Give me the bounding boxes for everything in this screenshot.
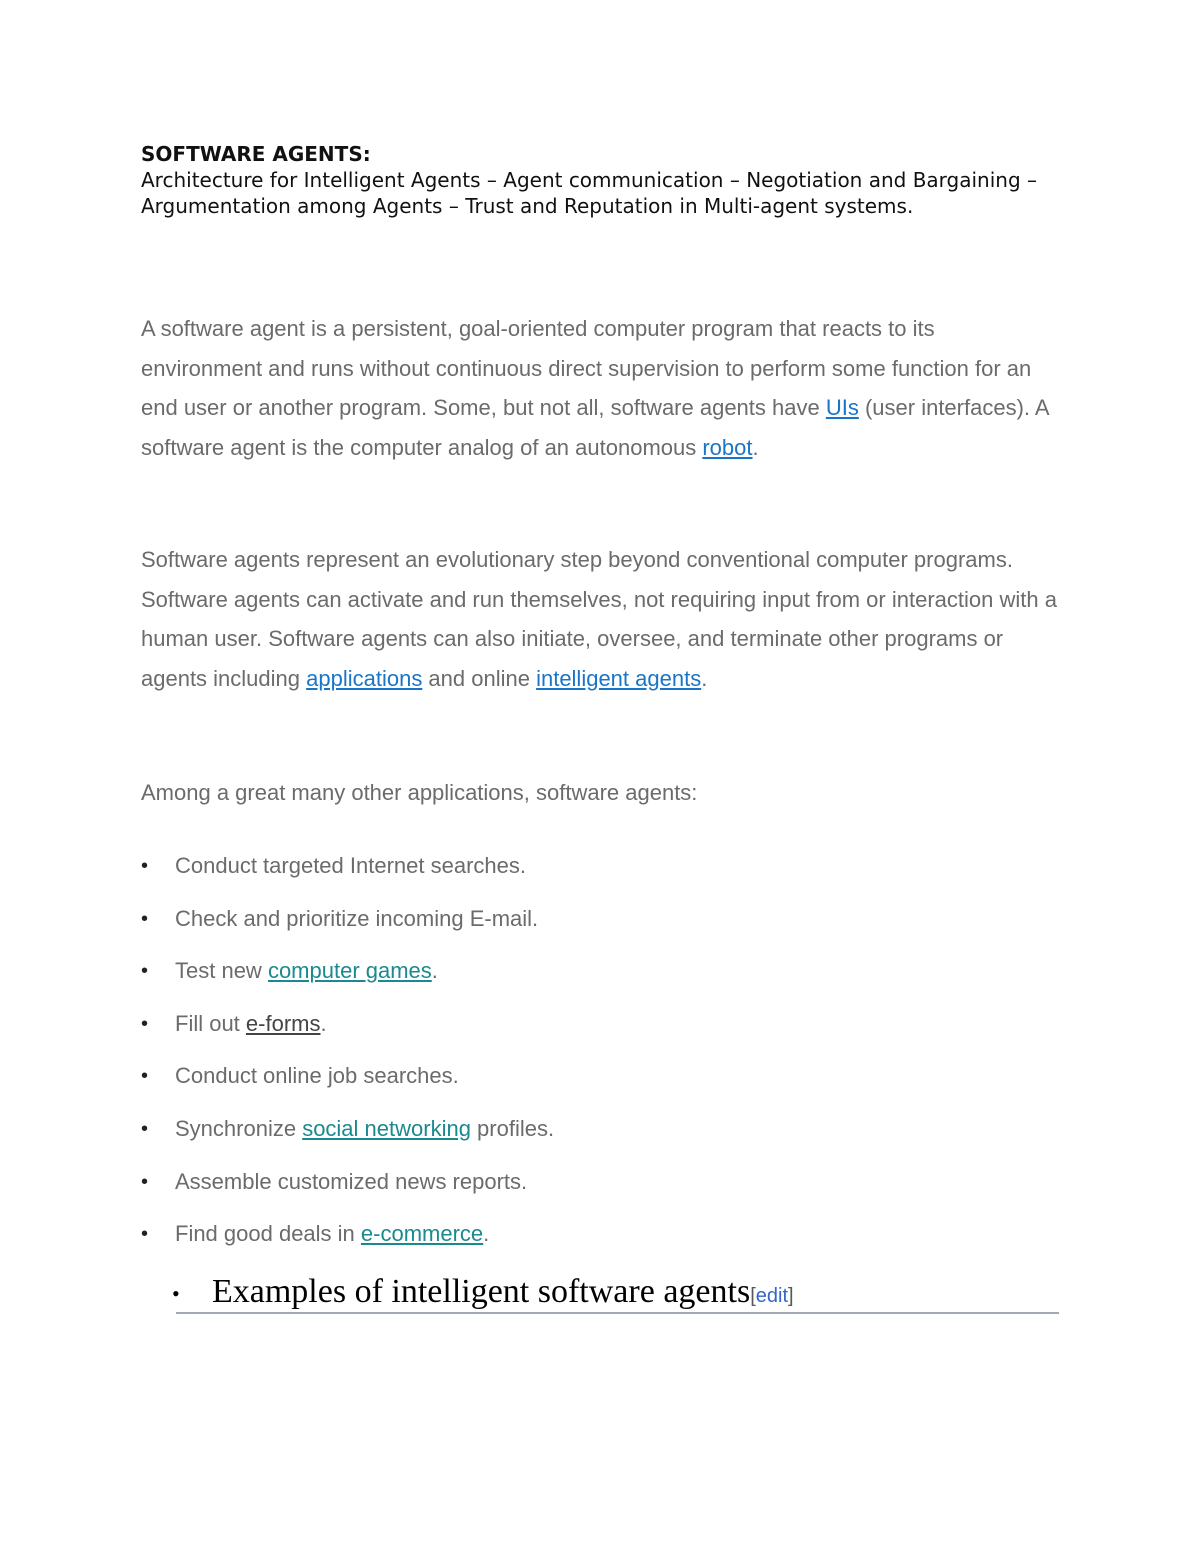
- list-item-text: Conduct targeted Internet searches.: [175, 853, 526, 878]
- list-item-text: .: [483, 1221, 490, 1247]
- document-subtitle: Architecture for Intelligent Agents – Agent communication – Negotiation and Bargaining –Argumentation among Agents – Trust and Reputation in Multi-agent systems.: [141, 168, 1038, 218]
- list-item: [141, 846, 1041, 899]
- paragraph-definition: [141, 309, 1061, 467]
- bullet-icon: •: [141, 1223, 149, 1246]
- document-title: SOFTWARE AGENTS:: [141, 142, 371, 166]
- section-heading-content: [212, 1270, 794, 1318]
- heading-bullet-icon: •: [172, 1281, 180, 1306]
- bullet-icon: •: [141, 1117, 149, 1140]
- list-item: [141, 1056, 1041, 1109]
- list-item: [141, 951, 1041, 1004]
- list-item-text: Test new: [175, 958, 268, 984]
- paragraph-text: A software agent is a persistent, goal-oriented computer program that reacts to its environment and runs without continuous direct supervision to perform some function for an end user or another program. Some, but not all, software agents have: [141, 316, 1032, 420]
- paragraph-text: and online: [422, 665, 537, 691]
- edit-bracket-close: ]: [788, 1285, 794, 1307]
- uis-link[interactable]: UIs: [825, 395, 859, 420]
- edit-link[interactable]: edit: [755, 1285, 788, 1307]
- paragraph-text: (user interfaces). A software agent is the computer analog of an autonomous: [141, 395, 1049, 460]
- list-item-text: Synchronize: [175, 1115, 303, 1141]
- bullet-icon: •: [141, 907, 149, 930]
- bullet-icon: •: [141, 960, 149, 983]
- paragraph-text: .: [752, 434, 759, 460]
- section-heading-text: Examples of intelligent software agents: [212, 1273, 751, 1310]
- paragraph-applications-intro: [141, 773, 1061, 813]
- list-item-text: profiles.: [470, 1115, 555, 1141]
- social-networking-link[interactable]: social networking: [302, 1115, 471, 1141]
- paragraph-evolution: [141, 540, 1061, 698]
- section-heading-examples: [172, 1270, 1059, 1314]
- list-item: [141, 1162, 1041, 1215]
- robot-link[interactable]: robot: [702, 434, 753, 460]
- edit-bracket-open: [: [750, 1285, 756, 1307]
- intelligent-agents-link[interactable]: intelligent agents: [536, 665, 702, 691]
- paragraph-text: Among a great many other applications, software agents:: [141, 780, 698, 805]
- paragraph-text: .: [701, 665, 708, 691]
- list-item: [141, 1109, 1041, 1162]
- list-item-text: Fill out: [175, 1010, 246, 1036]
- list-item-text: .: [320, 1010, 327, 1036]
- bullet-icon: •: [141, 1170, 149, 1193]
- applications-list: [141, 846, 1041, 1267]
- list-item: [141, 1004, 1041, 1057]
- bullet-icon: •: [141, 855, 149, 877]
- list-item-text: .: [431, 958, 438, 984]
- applications-link[interactable]: applications: [306, 665, 423, 691]
- list-item: [141, 899, 1041, 952]
- list-item-text: Check and prioritize incoming E-mail.: [175, 905, 539, 931]
- paragraph-text: Software agents represent an evolutionary step beyond conventional computer programs. Software agents can activate and run themselves, not requiring input from or interaction with a human user. Software agents can also initiate, oversee, and terminate other programs or agents including: [141, 547, 1057, 691]
- e-forms-link[interactable]: e-forms: [245, 1010, 321, 1036]
- bullet-icon: •: [141, 1065, 149, 1088]
- list-item-text: Conduct online job searches.: [175, 1063, 459, 1089]
- list-item: [141, 1214, 1041, 1267]
- list-item-text: Find good deals in: [175, 1221, 361, 1247]
- e-commerce-link[interactable]: e-commerce: [360, 1221, 484, 1247]
- bullet-icon: •: [141, 1012, 149, 1035]
- computer-games-link[interactable]: computer games: [267, 958, 432, 984]
- list-item-text: Assemble customized news reports.: [175, 1168, 528, 1194]
- document-header: [141, 141, 1041, 219]
